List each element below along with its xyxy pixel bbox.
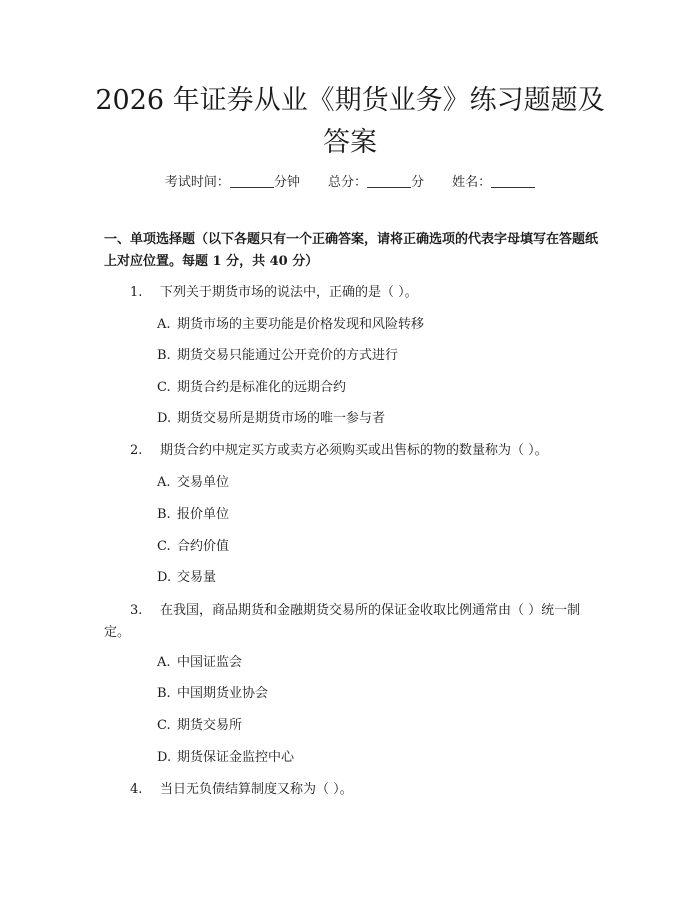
option-2c <box>157 537 600 557</box>
option-3a <box>157 653 600 673</box>
option-text: 期货交易所 <box>177 718 243 733</box>
question-4 <box>130 779 600 801</box>
exam-time <box>165 175 300 190</box>
question-text: 期货合约中规定买方或卖方必须购买或出售标的物的数量称为（ ）。 <box>160 443 548 458</box>
option-1a <box>157 315 600 335</box>
option-1c <box>157 378 600 398</box>
option-text: 期货合约是标准化的远期合约 <box>177 380 347 395</box>
option-3d <box>157 748 600 768</box>
option-2d <box>157 568 600 588</box>
exam-meta <box>0 171 700 190</box>
time-unit: 分钟 <box>273 175 300 190</box>
option-letter: B. <box>157 348 171 363</box>
time-label: 考试时间： <box>164 175 230 190</box>
time-blank <box>230 175 274 188</box>
option-letter: D. <box>157 411 172 426</box>
exam-score <box>328 175 424 190</box>
option-text: 中国期货业协会 <box>177 686 269 701</box>
question-number: 3. <box>130 603 143 618</box>
option-letter: B. <box>157 507 171 522</box>
option-3c <box>157 716 600 736</box>
option-letter: A. <box>157 317 171 332</box>
option-3b <box>157 684 600 704</box>
question-text: 当日无负债结算制度又称为（ ）。 <box>160 782 353 797</box>
option-text: 中国证监会 <box>177 655 243 670</box>
name-blank <box>491 175 535 188</box>
score-blank <box>367 175 411 188</box>
option-text: 交易量 <box>177 570 217 585</box>
question-1 <box>130 282 600 304</box>
question-text: 在我国，商品期货和金融期货交易所的保证金收取比例通常由（ ）统一制定。 <box>104 603 581 640</box>
option-letter: B. <box>157 686 171 701</box>
option-text: 期货交易所是期货市场的唯一参与者 <box>177 411 386 426</box>
score-unit: 分 <box>411 175 425 190</box>
option-letter: A. <box>157 475 171 490</box>
score-label: 总分： <box>327 175 367 190</box>
option-text: 期货市场的主要功能是价格发现和风险转移 <box>177 317 425 332</box>
option-text: 交易单位 <box>177 475 230 490</box>
name-label: 姓名： <box>452 175 492 190</box>
option-letter: C. <box>157 718 171 733</box>
option-2b <box>157 505 600 525</box>
section-heading: 一、单项选择题（以下各题只有一个正确答案，请将正确选项的代表字母填写在答题纸上对应位置。每题 1 分，共 40 分） <box>104 232 599 269</box>
question-text: 下列关于期货市场的说法中，正确的是（ ）。 <box>160 285 418 300</box>
question-3 <box>104 600 600 644</box>
option-letter: D. <box>157 750 172 765</box>
option-letter: A. <box>157 655 171 670</box>
option-text: 期货交易只能通过公开竞价的方式进行 <box>177 348 399 363</box>
exam-name <box>452 175 535 190</box>
option-text: 合约价值 <box>177 539 230 554</box>
option-letter: D. <box>157 570 172 585</box>
question-number: 1. <box>130 285 143 300</box>
option-1b <box>157 346 600 366</box>
option-text: 期货保证金监控中心 <box>177 750 295 765</box>
option-letter: C. <box>157 380 171 395</box>
option-text: 报价单位 <box>177 507 230 522</box>
question-number: 4. <box>130 782 143 797</box>
question-number: 2. <box>130 443 143 458</box>
option-2a <box>157 473 600 493</box>
question-2 <box>130 440 600 462</box>
option-letter: C. <box>157 539 171 554</box>
option-1d <box>157 409 600 429</box>
page-title: 2026 年证券从业《期货业务》练习题题及答案 <box>95 85 605 158</box>
